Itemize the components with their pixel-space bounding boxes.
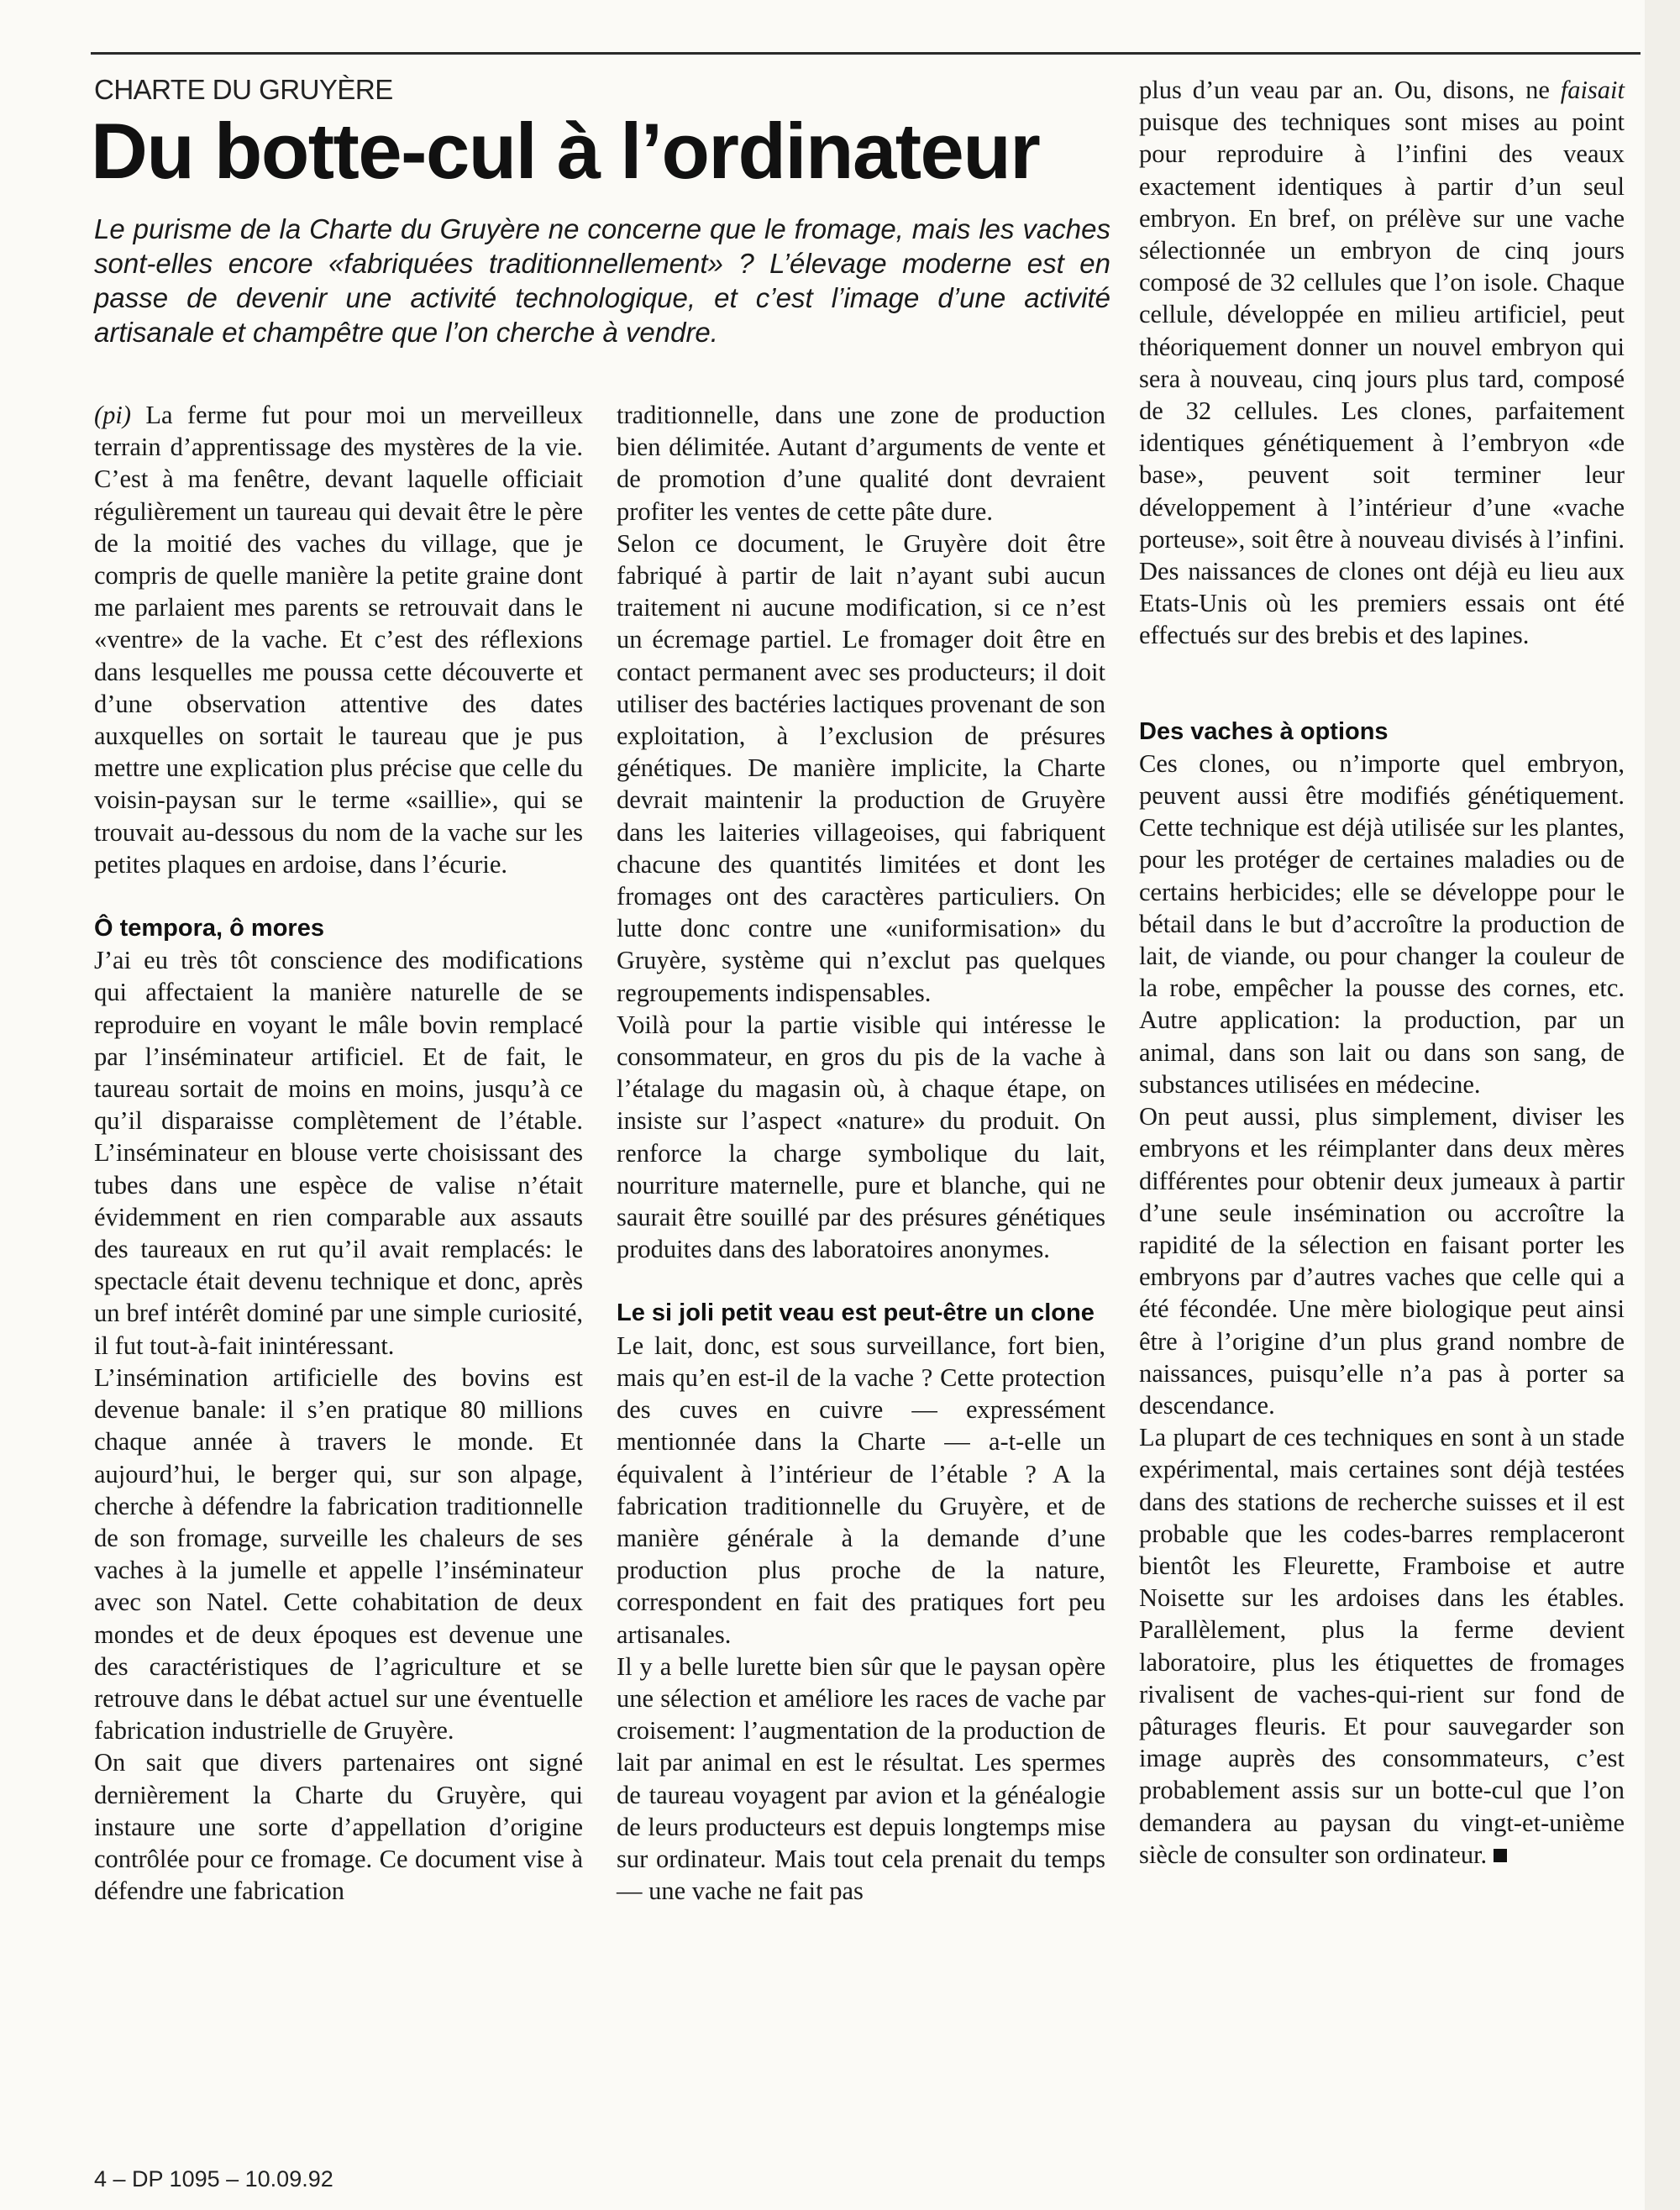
top-rule (91, 52, 1641, 55)
paragraph (1139, 74, 1625, 652)
column-2 (617, 399, 1105, 1907)
paragraph: J’ai eu très tôt conscience des modifications qui affectaient la manière naturelle de se reproduire en voyant le mâle bovin remplacé par l’inséminateur artificiel. Et de fait, le taureau sortait de moins en moins, jusqu’à ce qu’il disparaisse complètement de l’étable. L’inséminateur en blouse verte choisissant des tubes dans une espèce de valise n’était évidemment en rien comparable aux assauts des taureaux en rut qu’il avait remplacés: le spectacle était devenu technique et donc, après un bref intérêt dominé par une simple curiosité, il fut tout-à-fait inintéressant. (94, 946, 583, 1360)
paragraph: Le lait, donc, est sous surveillance, fort bien, mais qu’en est-il de la vache ? Cette protection des cuves en cuivre — expressément mentionnée dans la Charte — a-t-elle un équivalent à l’intérieur de l’étable ? A la fabrication traditionnelle du Gruyère, et de manière générale à la demande d’une production plus proche de la nature, correspondent en fait des pratiques fort peu artisanales. (617, 1331, 1105, 1649)
paragraph: L’insémination artificielle des bovins est devenue banale: il s’en pratique 80 millions chaque année à travers le monde. Et aujourd’hui, le berger qui, sur son alpage, cherche à défendre la fabrication traditionnelle de son fromage, surveille les chaleurs de ses vaches à la jumelle et appelle l’inséminateur avec son Natel. Cette cohabitation de deux mondes et de deux époques est devenue une des caractéristiques de l’agriculture et se retrouve dans le débat actuel sur une éventuelle fabrication industrielle de Gruyère. (94, 1362, 583, 1745)
column-1 (94, 399, 583, 1907)
subheading: Ô tempora, ô mores (94, 915, 324, 942)
section-kicker: CHARTE DU GRUYÈRE (94, 74, 393, 105)
paragraph (1139, 1421, 1625, 1871)
column-3 (1139, 74, 1625, 1871)
emphasis: faisait (1560, 76, 1625, 104)
paragraph: Selon ce document, le Gruyère doit être fabriqué à partir de lait n’ayant subi aucun traitement ni aucune modification, si ce n’est un écremage partiel. Le fromager doit être en contact permanent avec ses producteurs; il doit utiliser des bactéries lactiques provenant de son exploitation, à l’exclusion de présures génétiques. De manière implicite, la Charte devrait maintenir la production de Gruyère dans les laiteries villageoises, qui fabriquent chacune des quantités limitées et dont les fromages ont des caractères particuliers. On lutte donc contre une «uniformisation» du Gruyère, système qui n’exclut pas quelques regroupements indispensables. (617, 528, 1105, 1007)
end-of-article-mark (1494, 1849, 1507, 1862)
article-lead: Le purisme de la Charte du Gruyère ne concerne que le fromage, mais les vaches sont-elles encore «fabriquées traditionnellement» ? L’élevage moderne est en passe de devenir une activité technologique, et c’est l’image d’une activité artisanale et champêtre que l’on cherche à vendre. (94, 213, 1110, 348)
paragraph: On peut aussi, plus simplement, diviser les embryons et les réimplanter dans deux mères différentes pour obtenir deux jumeaux à partir d’une seule insémination ou accroître la rapidité de la sélection en faisant porter les embryons par d’autres vaches que celle qui a été fécondée. Une mère biologique peut ainsi être à l’origine d’un plus grand nombre de naissances, puisqu’elle n’a pas à porter sa descendance. (1139, 1102, 1625, 1420)
paragraph (94, 399, 583, 880)
paragraph-text: plus d’un veau par an. Ou, disons, ne (1139, 76, 1561, 104)
paragraph: traditionnelle, dans une zone de production bien délimitée. Autant d’arguments de vente et de promotion d’une qualité dont devraient profiter les ventes de cette pâte dure. (617, 401, 1105, 526)
paragraph-text: La plupart de ces techniques en sont à un stade expérimental, mais certaines sont déjà testées dans des stations de recherche suisses et il est probable que les codes-barres remplaceront bientôt les Fleurette, Framboise et autre Noisette sur les ardoises dans les étables. Parallèlement, plus la ferme devient laboratoire, plus les étiquettes de fromages rivalisent de vaches-qui-rient sur fond de pâturages fleuris. Et pour sauvegarder son image auprès des consommateurs, c’est probablement assis sur un botte-cul que l’on demandera au paysan du vingt-et-unième siècle de consulter son ordinateur. (1139, 1423, 1625, 1869)
page-footer: 4 – DP 1095 – 10.09.92 (94, 2166, 333, 2192)
paragraph: Ces clones, ou n’importe quel embryon, peuvent aussi être modifiés génétiquement. Cette technique est déjà utilisée sur les plantes, pour les protéger de certaines maladies ou de certains herbicides; elle se développe pour le bétail dans le but d’accroître la production de lait, de viande, ou pour changer la couleur de la robe, empêcher la pousse des cornes, etc. Autre application: la production, par un animal, dans son lait ou dans son sang, de substances utilisées en médecine. (1139, 748, 1625, 1099)
article-headline: Du botte-cul à l’ordinateur (91, 107, 1040, 195)
page-edge (1645, 0, 1680, 2210)
subheading: Des vaches à options (1139, 717, 1389, 745)
subheading: Le si joli petit veau est peut-être un clone (617, 1299, 1095, 1327)
paragraph-text: La ferme fut pour moi un merveilleux terrain d’apprentissage des mystères de la vie. C’est à ma fenêtre, devant laquelle officiait régulièrement un taureau qui devait être le père de la moitié des vaches du village, que je compris de quelle manière la petite graine dont me parlaient mes parents se retrouvait dans le «ventre» de la vache. Et c’est des réflexions dans lesquelles me poussa cette découverte et d’une observation attentive des dates auxquelles on sortait le taureau que je pus mettre une explication plus précise que celle du voisin-paysan sur le terme «saillie», qui se trouvait au-dessous du nom de la vache sur les petites plaques en ardoise, dans l’écurie. (94, 401, 583, 879)
author-initials: (pi) (94, 401, 132, 429)
paragraph: On sait que divers partenaires ont signé dernièrement la Charte du Gruyère, qui instaure une sorte d’appellation d’origine contrôlée pour ce fromage. Ce document vise à défendre une fabrication (94, 1748, 583, 1906)
paragraph: Voilà pour la partie visible qui intéresse le consommateur, en gros du pis de la vache à l’étalage du magasin où, à chaque étape, on insiste sur l’aspect «nature» du produit. On renforce la charge symbolique du lait, nourriture maternelle, pure et blanche, qui ne saurait être souillé par des présures génétiques produites dans des laboratoires anonymes. (617, 1010, 1105, 1264)
paragraph: Il y a belle lurette bien sûr que le paysan opère une sélection et améliore les races de vache par croisement: l’augmentation de la production de lait par animal en est le résultat. Les spermes de taureau voyagent par avion et la généalogie de leurs producteurs est depuis longtemps mise sur ordinateur. Mais tout cela prenait du temps — une vache ne fait pas (617, 1651, 1105, 1906)
paragraph-text: puisque des techniques sont mises au point pour reproduire à l’infini des veaux exactement identiques à partir d’un seul embryon. En bref, on prélève sur une vache sélectionnée un embryon de cinq jours composé de 32 cellules que l’on isole. Chaque cellule, développée en milieu artificiel, peut théoriquement donner un nouvel embryon qui sera à nouveau, cinq jours plus tard, composé de 32 cellules. Les clones, parfaitement identiques génétiquement à l’embryon «de base», peuvent soit terminer leur développement à l’intérieur d’une «vache porteuse», soit être à nouveau divisés à l’infini. Des naissances de clones ont déjà eu lieu aux Etats-Unis où les premiers essais ont été effectués sur des brebis et des lapines. (1139, 108, 1625, 650)
